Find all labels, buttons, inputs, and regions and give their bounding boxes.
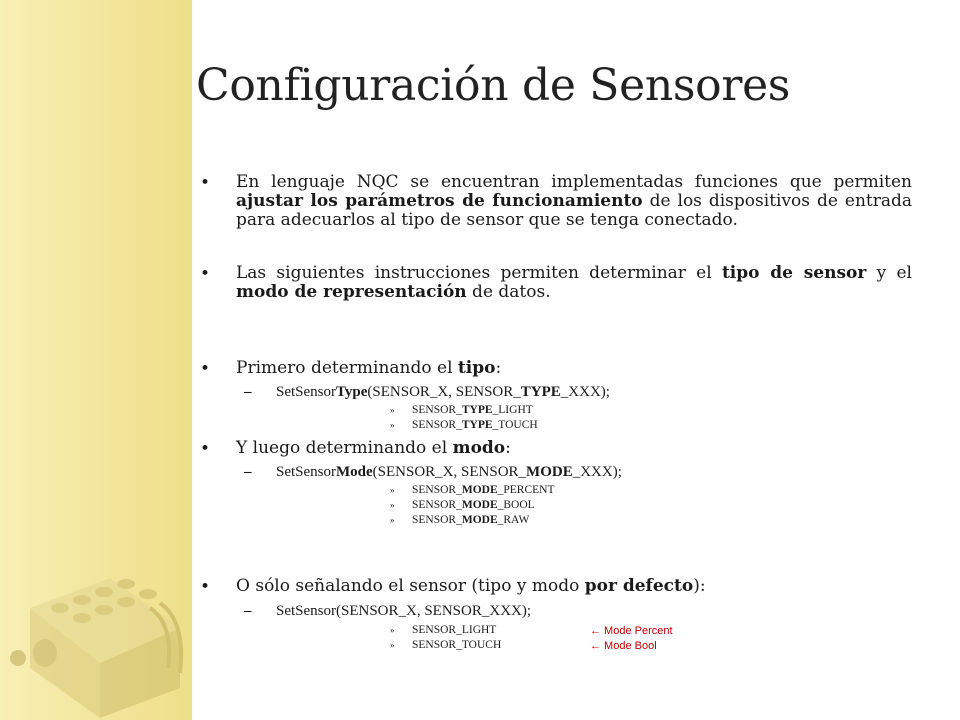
note-mode-bool: ← Mode Bool: [590, 640, 657, 652]
bullet-intro: [200, 173, 912, 230]
bullet-dot: •: [200, 264, 211, 284]
bullet-default-bold: por defecto: [584, 576, 694, 596]
bullet-dot: •: [200, 359, 211, 379]
bullet-default: [200, 577, 912, 596]
code-set-sensor-mode: – SetSensorMode(SENSOR_X, SENSOR_MODE_XXX);: [244, 464, 622, 480]
bullet-instructions: [200, 264, 912, 302]
bullet-intro-bold: ajustar los parámetros de funcionamiento: [236, 191, 643, 211]
mode-item-percent: » SENSOR_MODE_PERCENT: [390, 484, 555, 496]
page-title: Configuración de Sensores: [196, 60, 791, 111]
type-item-touch: » SENSOR_TYPE_TOUCH: [390, 419, 538, 431]
bullet-instructions-mid: y el: [866, 263, 912, 283]
bullet-mode-bold: modo: [452, 438, 506, 458]
note-mode-percent: ← Mode Percent: [590, 625, 673, 637]
default-item-light: » SENSOR_LIGHT: [390, 624, 497, 636]
bullet-intro-text-end: de los dispositivos de entrada para adecuarlos al tipo de sensor que se tenga conectado.: [236, 191, 912, 230]
bullet-mode: [200, 439, 912, 458]
default-item-touch: » SENSOR_TOUCH: [390, 639, 502, 651]
type-item-light: » SENSOR_TYPE_LIGHT: [390, 404, 533, 416]
lego-motor-illustration: [0, 548, 192, 720]
bullet-dot: •: [200, 173, 211, 193]
bullet-instructions-bold-type: tipo de sensor: [721, 263, 867, 283]
sub-dash: –: [244, 464, 252, 480]
bullet-type-text: Primero determinando el: [236, 358, 458, 378]
mode-item-raw: » SENSOR_MODE_RAW: [390, 514, 530, 526]
mode-item-bool: » SENSOR_MODE_BOOL: [390, 499, 535, 511]
decorative-side-band: [0, 0, 192, 720]
bullet-instructions-end: de datos.: [466, 282, 551, 302]
bullet-dot: •: [200, 439, 211, 459]
bullet-default-end: ):: [693, 576, 706, 596]
bullet-instructions-text: Las siguientes instrucciones permiten determinar el: [236, 263, 722, 283]
bullet-intro-text: En lenguaje NQC se encuentran implementadas funciones que permiten: [236, 172, 912, 192]
bullet-type: [200, 359, 912, 378]
bullet-type-end: :: [495, 358, 502, 378]
bullet-default-text: O sólo señalando el sensor (tipo y modo: [236, 576, 585, 596]
sub-dash: –: [244, 384, 252, 400]
bullet-mode-text: Y luego determinando el: [236, 438, 453, 458]
bullet-dot: •: [200, 577, 211, 597]
code-set-sensor: – SetSensor(SENSOR_X, SENSOR_XXX);: [244, 603, 532, 619]
bullet-type-bold: tipo: [457, 358, 496, 378]
code-set-sensor-type: – SetSensorType(SENSOR_X, SENSOR_TYPE_XXX);: [244, 384, 610, 400]
sub-dash: –: [244, 603, 252, 619]
bullet-mode-end: :: [505, 438, 511, 458]
bullet-instructions-bold-mode: modo de representación: [236, 282, 467, 302]
